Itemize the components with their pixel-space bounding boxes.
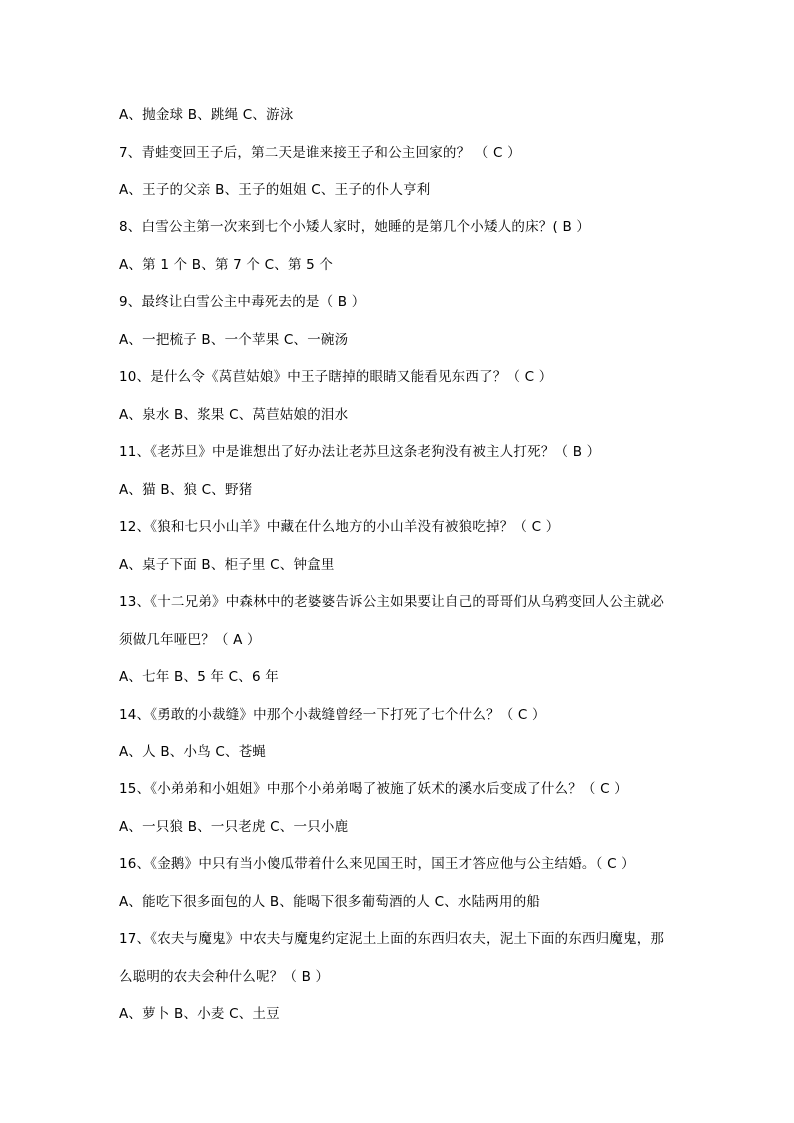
answer-options-9: A、一把梳子 B、一个苹果 C、一碗汤 [119,332,349,348]
question-7: 7、青蛙变回王子后，第二天是谁来接王子和公主回家的？ （ C ） [119,145,521,161]
answer-options-6: A、抛金球 B、跳绳 C、游泳 [119,107,294,123]
question-16: 16、《金鹅》中只有当小傻瓜带着什么来见国王时，国王才答应他与公主结婚。（ C ） [119,856,635,872]
answer-options-13: A、七年 B、5 年 C、6 年 [119,669,279,685]
answer-options-15: A、一只狼 B、一只老虎 C、一只小鹿 [119,819,349,835]
question-17-line-1: 17、《农夫与魔鬼》中农夫与魔鬼约定泥土上面的东西归农夫，泥土下面的东西归魔鬼，那 [119,931,665,947]
answer-options-17: A、萝卜 B、小麦 C、土豆 [119,1006,280,1022]
answer-options-14: A、人 B、小鸟 C、苍蝇 [119,744,267,760]
question-15: 15、《小弟弟和小姐姐》中那个小弟弟喝了被施了妖术的溪水后变成了什么？（ C ） [119,781,628,797]
question-11: 11、《老苏旦》中是谁想出了好办法让老苏旦这条老狗没有被主人打死？（ B ） [119,444,601,460]
question-12: 12、《狼和七只小山羊》中藏在什么地方的小山羊没有被狼吃掉？（ C ） [119,519,560,535]
question-10: 10、是什么令《莴苣姑娘》中王子瞎掉的眼睛又能看见东西了？（ C ） [119,369,553,385]
answer-options-11: A、猫 B、狼 C、野猪 [119,482,253,498]
question-13-line-1: 13、《十二兄弟》中森林中的老婆婆告诉公主如果要让自己的哥哥们从乌鸦变回人公主就必 [119,594,665,610]
answer-options-16: A、能吃下很多面包的人 B、能喝下很多葡萄酒的人 C、水陆两用的船 [119,894,541,910]
question-17-line-2: 么聪明的农夫会种什么呢？（ B ） [119,969,330,985]
answer-options-8: A、第 1 个 B、第 7 个 C、第 5 个 [119,257,334,273]
answer-options-12: A、桌子下面 B、柜子里 C、钟盒里 [119,557,335,573]
answer-options-10: A、泉水 B、浆果 C、莴苣姑娘的泪水 [119,407,349,423]
question-13-line-2: 须做几年哑巴？（ A ） [119,632,261,648]
question-9: 9、最终让白雪公主中毒死去的是（ B ） [119,294,366,310]
question-8: 8、白雪公主第一次来到七个小矮人家时，她睡的是第几个小矮人的床？( B ） [119,219,591,235]
question-14: 14、《勇敢的小裁缝》中那个小裁缝曾经一下打死了七个什么？（ C ） [119,707,546,723]
answer-options-7: A、王子的父亲 B、王子的姐姐 C、王子的仆人亨利 [119,182,431,198]
